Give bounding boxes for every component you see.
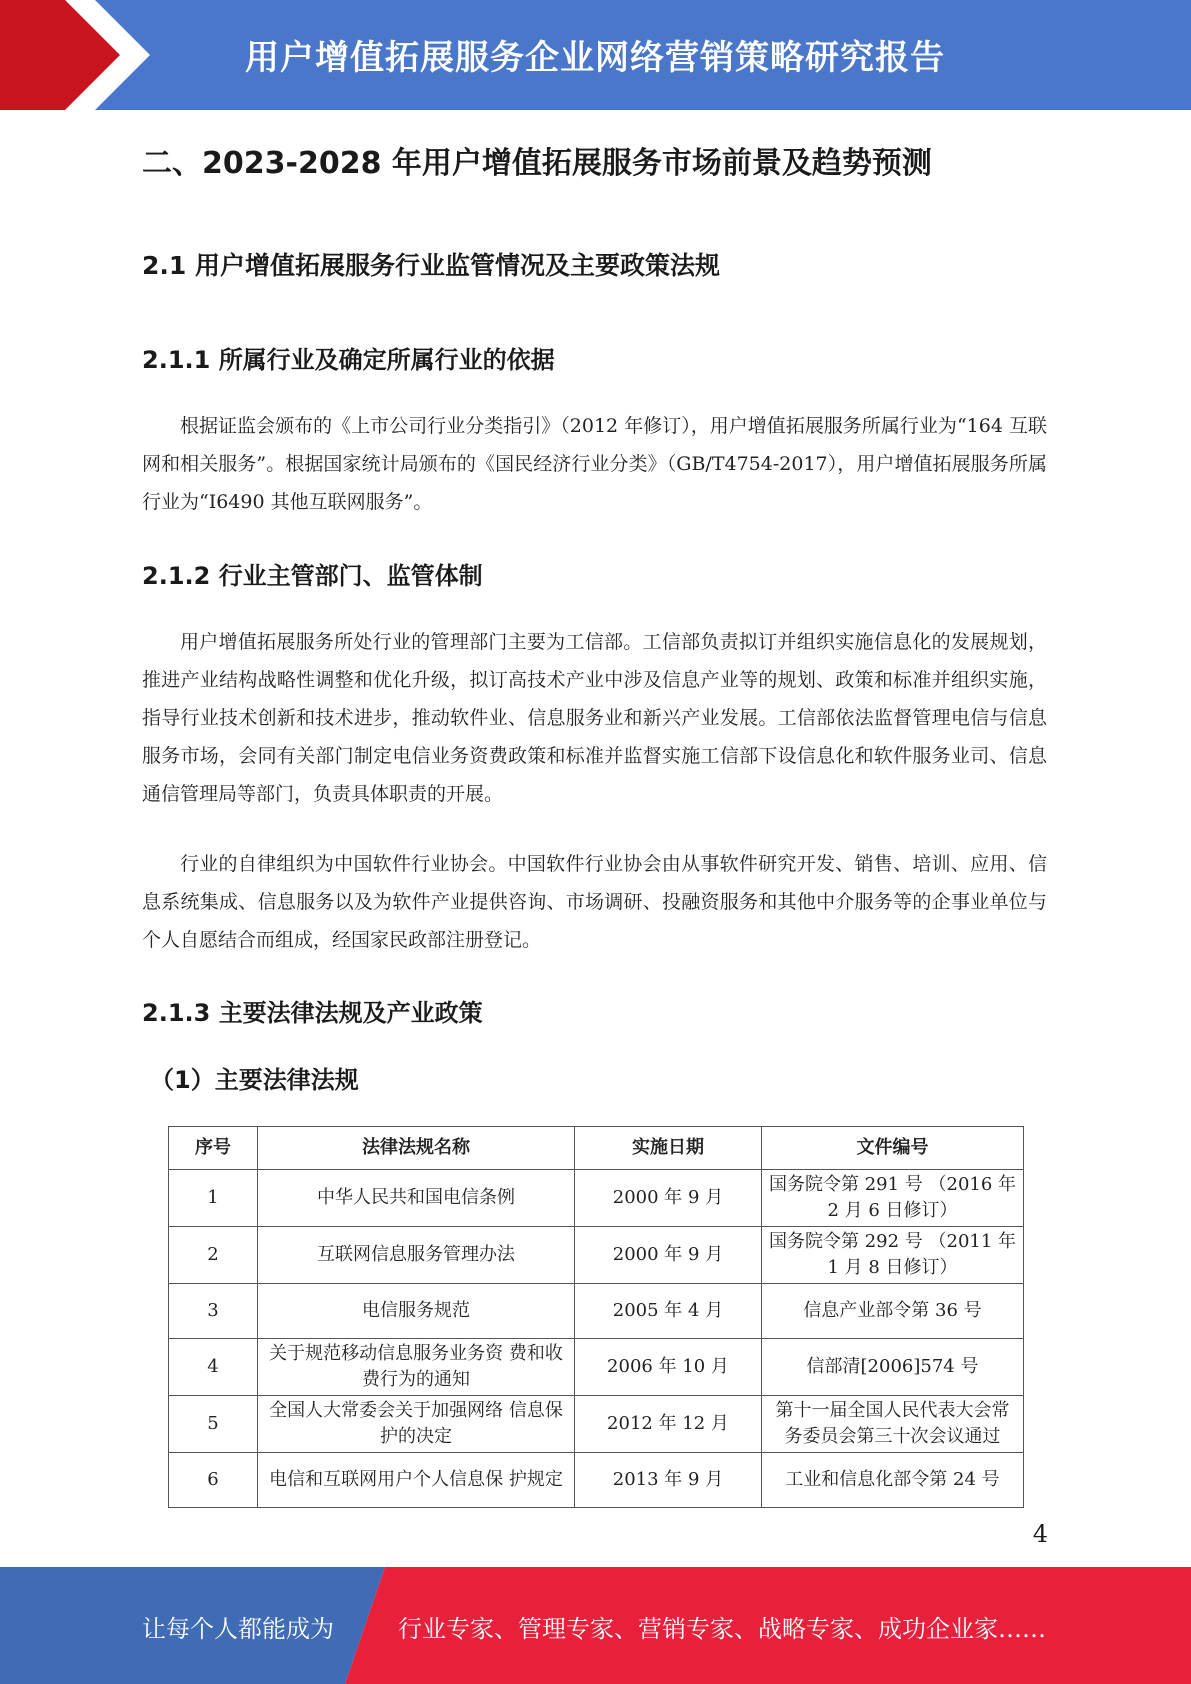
paragraph-regulator: 用户增值拓展服务所处行业的管理部门主要为工信部。工信部负责拟订并组织实施信息化的发展规划，推进产业结构战略性调整和优化升级，拟订高技术产业中涉及信息产业等的规划、政策和标准并组织实施，指导行业技术创新和技术进步，推动软件业、信息服务业和新兴产业发展。工信部依法监督管理电信与信息服务市场，会同有关部门制定电信业务资费政策和标准并监督实施工信部下设信息化和软件服务业司、信息通信管理局等部门，负责具体职责的开展。: [142, 631, 1047, 805]
cell-date: 2013 年 9 月: [575, 1453, 762, 1508]
cell-no: 5: [169, 1396, 258, 1453]
subsection-2-1-2-title: 2.1.2 行业主管部门、监管体制: [142, 562, 483, 590]
footer-banner: [0, 1567, 1191, 1684]
cell-name: 关于规范移动信息服务业务资 费和收费行为的通知: [258, 1339, 575, 1396]
cell-no: 4: [169, 1339, 258, 1396]
cell-date: 2005 年 4 月: [575, 1284, 762, 1339]
laws-heading: （1）主要法律法规: [150, 1066, 359, 1094]
footer-slogan-right: 行业专家、管理专家、营销专家、战略专家、成功企业家……: [398, 1615, 1046, 1643]
cell-doc-number: 国务院令第 291 号 （2016 年 2 月 6 日修订）: [762, 1170, 1024, 1227]
table-row: [169, 1396, 1024, 1453]
table-row: [169, 1339, 1024, 1396]
table-row: [169, 1170, 1024, 1227]
cell-name: 中华人民共和国电信条例: [258, 1170, 575, 1227]
subsection-title: 2.1 用户增值拓展服务行业监管情况及主要政策法规: [142, 251, 720, 280]
cell-date: 2012 年 12 月: [575, 1396, 762, 1453]
cell-no: 2: [169, 1227, 258, 1284]
cell-doc-number: 工业和信息化部令第 24 号: [762, 1453, 1024, 1508]
header-cell-date: 实施日期: [575, 1127, 762, 1170]
cell-name: 电信服务规范: [258, 1284, 575, 1339]
table-header-row: [169, 1127, 1024, 1170]
header-title: 用户增值拓展服务企业网络营销策略研究报告: [245, 38, 945, 78]
header-cell-no: 序号: [169, 1127, 258, 1170]
paragraph-self-regulatory-org: 行业的自律组织为中国软件行业协会。中国软件行业协会由从事软件研究开发、销售、培训、应用、信息系统集成、信息服务以及为软件产业提供咨询、市场调研、投融资服务和其他中介服务等的企事业单位与个人自愿结合而组成，经国家民政部注册登记。: [142, 853, 1047, 951]
table-row: [169, 1453, 1024, 1508]
cell-no: 6: [169, 1453, 258, 1508]
cell-no: 1: [169, 1170, 258, 1227]
cell-no: 3: [169, 1284, 258, 1339]
cell-date: 2000 年 9 月: [575, 1170, 762, 1227]
laws-table: [168, 1126, 1024, 1508]
table-row: [169, 1227, 1024, 1284]
page-number: 4: [1032, 1520, 1048, 1548]
section-title: 二、2023-2028 年用户增值拓展服务市场前景及趋势预测: [142, 146, 932, 181]
cell-doc-number: 国务院令第 292 号 （2011 年 1 月 8 日修订）: [762, 1227, 1024, 1284]
cell-name: 电信和互联网用户个人信息保 护规定: [258, 1453, 575, 1508]
header-cell-name: 法律法规名称: [258, 1127, 575, 1170]
subsection-2-1-1-title: 2.1.1 所属行业及确定所属行业的依据: [142, 346, 555, 374]
cell-doc-number: 第十一届全国人民代表大会常 务委员会第三十次会议通过: [762, 1396, 1024, 1453]
cell-date: 2006 年 10 月: [575, 1339, 762, 1396]
table-row: [169, 1284, 1024, 1339]
header-chevron-decoration: [0, 0, 160, 110]
header-cell-doc-number: 文件编号: [762, 1127, 1024, 1170]
footer-slogan-left: 让每个人都能成为: [142, 1615, 334, 1643]
cell-doc-number: 信息产业部令第 36 号: [762, 1284, 1024, 1339]
cell-doc-number: 信部清[2006]574 号: [762, 1339, 1024, 1396]
subsection-2-1-3-title: 2.1.3 主要法律法规及产业政策: [142, 999, 483, 1027]
cell-date: 2000 年 9 月: [575, 1227, 762, 1284]
cell-name: 互联网信息服务管理办法: [258, 1227, 575, 1284]
paragraph-industry-classification: 根据证监会颁布的《上市公司行业分类指引》（2012 年修订），用户增值拓展服务所属行业为“164 互联网和相关服务”。根据国家统计局颁布的《国民经济行业分类》（GB/T4754-2017），用户增值拓展服务所属行业为“I6490 其他互联网服务”。: [142, 415, 1047, 513]
cell-name: 全国人大常委会关于加强网络 信息保护的决定: [258, 1396, 575, 1453]
